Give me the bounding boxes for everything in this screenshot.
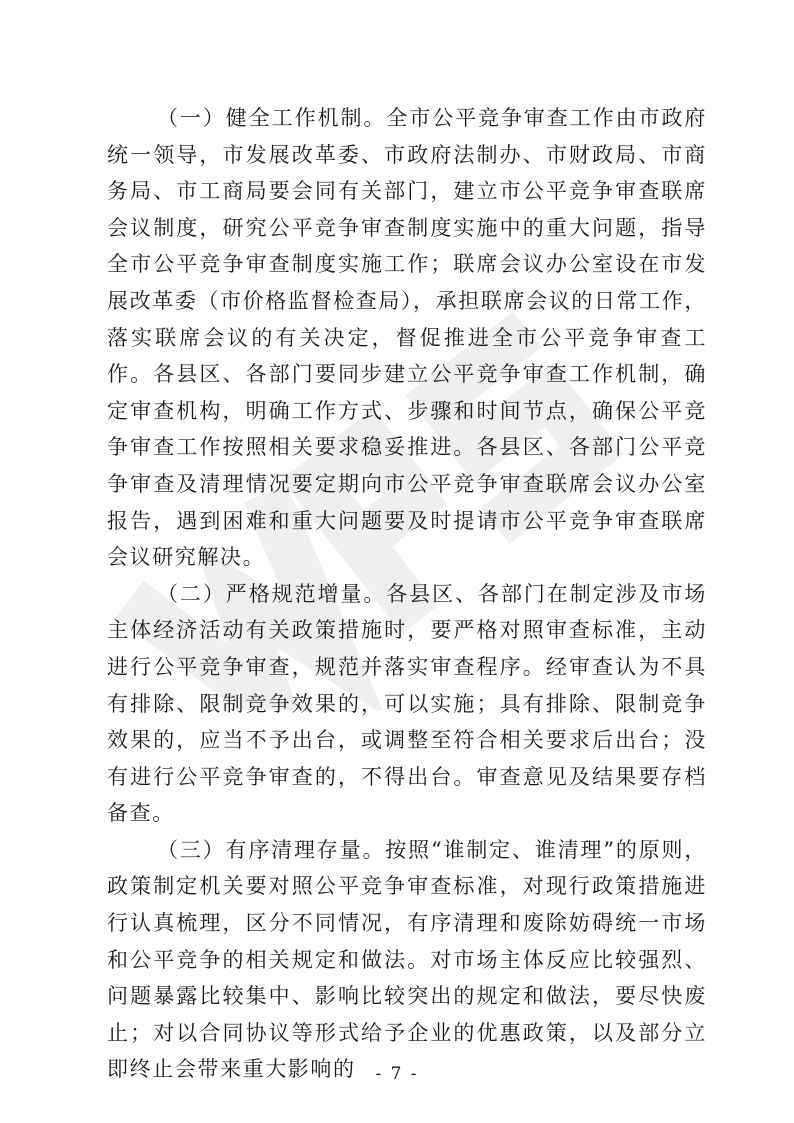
paragraph-regulate-increment: （二）严格规范增量。各县区、各部门在制定涉及市场主体经济活动有关政策措施时，要严格对照审查标准，主动进行公平竞争审查，规范并落实审查程序。经审查认为不具有排除、限制竞争效果的，可以实施；具有排除、限制竞争效果的，应当不予出台，或调整至符合相关要求后出台；没有进行公平竞争审查的，不得出台。审查意见及结果要存档备查。 — [107, 581, 707, 826]
page-number: - 7 - — [375, 1064, 419, 1084]
paragraph-work-mechanism: （一）健全工作机制。全市公平竞争审查工作由市政府统一领导，市发展改革委、市政府法制办、市财政局、市商务局、市工商局要会同有关部门，建立市公平竞争审查联席会议制度，研究公平竞争审查制度实施中的重大问题，指导全市公平竞争审查制度实施工作；联席会议办公室设在市发展改革委（市价格监督检查局），承担联席会议的日常工作，落实联席会议的有关决定，督促推进全市公平竞争审查工作。各县区、各部门要同步建立公平竞争审查工作机制，确定审查机构，明确工作方式、步骤和时间节点，确保公平竞争审查工作按照相关要求稳妥推进。各县区、各部门公平竞争审查及清理情况要定期向市公平竞争审查联席会议办公室报告，遇到困难和重大问题要及时提请市公平竞争审查联席会议研究解决。 — [107, 106, 707, 570]
paragraph-clear-stock: （三）有序清理存量。按照“谁制定、谁清理”的原则，政策制定机关要对照公平竞争审查标准，对现行政策措施进行认真梳理，区分不同情况，有序清理和废除妨碍统一市场和公平竞争的相关规定和做法。对市场主体反应比较强烈、问题暴露比较集中、影响比较突出的规定和做法，要尽快废止；对以合同协议等形式给予企业的优惠政策，以及部分立即终止会带来重大影响的 — [107, 837, 707, 1082]
document-body — [107, 100, 707, 1088]
